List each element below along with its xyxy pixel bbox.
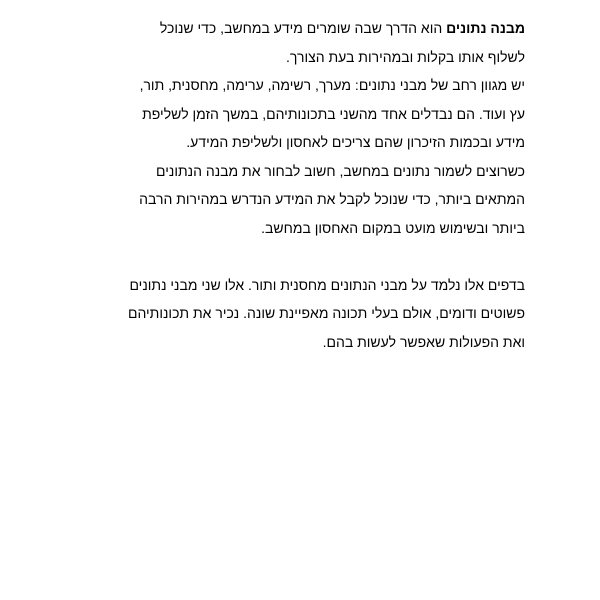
bold-term: מבנה נתונים: [446, 20, 525, 36]
document-body: [125, 14, 525, 356]
paragraph-data-structure-types: יש מגוון רחב של מבני נתונים: מערך, רשימה, ערימה, מחסנית, תור, עץ ועוד. הם נבדלים אחד מהשני בתכונותיהם, במשך הזמן לשליפת מידע ובכמות הזיכרון שהם צריכים לאחסון ולשליפת המידע.: [139, 77, 525, 150]
intro-paragraph: [125, 14, 525, 71]
paragraph-spacer: [125, 242, 525, 271]
paragraph-choosing-structure: כשרוצים לשמור נתונים במחשב, חשוב לבחור את מבנה הנתונים המתאים ביותר, כדי שנוכל לקבל את המידע הנדרש במהירות הרבה ביותר ובשימוש מועט במקום האחסון במחשב.: [139, 162, 525, 236]
paragraph-stack-queue: בדפים אלו נלמד על מבני הנתונים מחסנית ותור. אלו שני מבני נתונים פשוטים ודומים, אולם בעלי תכונה מאפיינת שונה. נכיר את תכונותיהם ואת הפעולות שאפשר לעשות בהם.: [127, 276, 525, 350]
intro-text: הוא הדרך שבה שומרים מידע במחשב, כדי שנוכל לשלוף אותו בקלות ובמהירות בעת הצורך.: [159, 20, 525, 65]
